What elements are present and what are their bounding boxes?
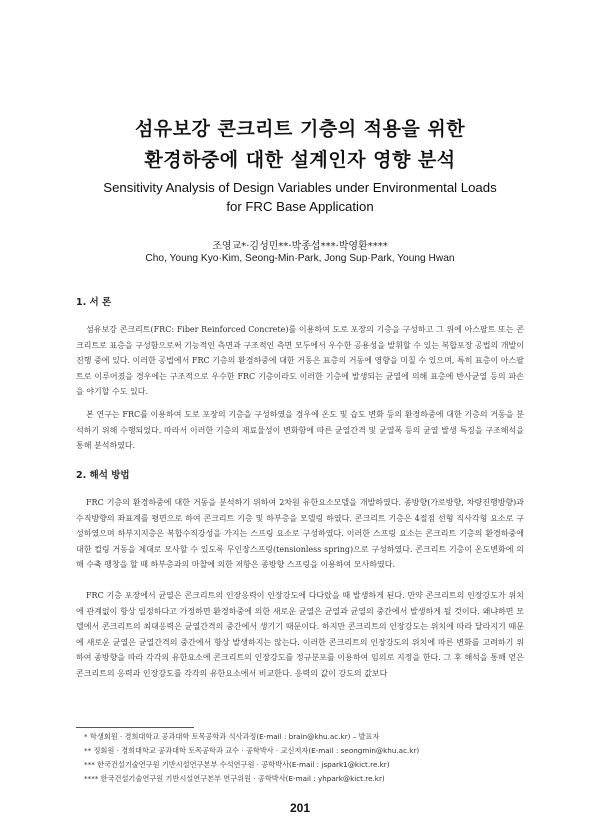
footnote-1: * 학생회원 · 경희대학교 공과대학 토목공학과 석사과정(E-mail : brain@khu.ac.kr) – 발표자: [84, 732, 380, 741]
section-heading-method: 2. 해석 방법: [76, 470, 130, 481]
footnote-4: **** 한국건설기술연구원 기반시설연구본부 연구위원 · 공학박사(E-mail : yhpark@kict.re.kr): [84, 774, 385, 783]
section-heading-introduction: 1. 서 론: [76, 297, 112, 308]
authors-korean: 조영교*·김성민**·박종섭***·박영환****: [212, 241, 388, 252]
method-paragraph-1: FRC 기층의 환경하중에 대한 거동을 분석하기 위하여 2차원 유한요소모델을 개발하였다. 종방향(가로방향, 차량진행방향)과 수직방향의 좌표계를 평면으로 하여 콘크리트 기층 및 하부층을 모델링 하였다. 콘크리트 기층은 4절점 선형 직사각형 요소로 구성하였으며 하부지지층은 복합수직강성을 가지는 스프링 요소로 구성하였다. 이러한 스프링 요소는 콘크리트 기층의 환경하중에 대한 컬링 거동을 제대로 모사할 수 있도록 무인장스프링(tensionless spring)으로 구성하였다. 콘크리트 기층이 온도변화에 의해 수축 팽창을 할 때 하부층과의 마찰에 의한 저항은 종방향 스프링을 이용하여 모사하였다.: [76, 498, 524, 570]
paper-title-korean-line1: 섬유보강 콘크리트 기층의 적용을 위한: [134, 118, 466, 140]
footnote-3: *** 한국건설기술연구원 기반시설연구본부 수석연구원 · 공학박사(E-mail : jspark1@kict.re.kr): [84, 760, 390, 769]
method-paragraph-2: FRC 기층 포장에서 균열은 콘크리트의 인장응력이 인장강도에 다다랐을 때 발생하게 된다. 만약 콘크리트의 인장강도가 위치에 관계없이 항상 일정하다고 가정하면 환경하중에 의한 새로운 균열은 균열과 균열의 중간에서 발생하게 될 것이다. 왜냐하면 모델에서 콘크리트의 최대응력은 균열간격의 중간에서 생기기 때문이다. 하지만 콘크리트의 인장강도는 위치에 따라 달라지기 때문에 새로운 균열은 균열간격의 중간에서 항상 발생하지는 않는다. 이러한 콘크리트의 인장강도의 위치에 따른 변화를 고려하기 위하여 종방향을 따라 각각의 유한요소에 콘크리트의 인장강도를 정규분포를 이용하여 임의로 지정을 한다. 그 후 해석을 통해 얻은 콘크리트의 응력과 인장강도를 각각의 유한요소에서 비교한다. 응력의 값이 강도의 값보다: [76, 591, 524, 678]
introduction-paragraph-1: 섬유보강 콘크리트(FRC: Fiber Reinforced Concrete)를 이용하여 도로 포장의 기층을 구성하고 그 위에 아스팔트 또는 콘크리트로 표층을 구성함으로써 기능적인 측면과 구조적인 측면 모두에서 우수한 공용성을 발휘할 수 있는 복합포장 공법의 개발이 진행 중에 있다. 이러한 공법에서 FRC 기층의 환경하중에 대한 거동은 표층의 거동에 영향을 미칠 수 있으며, 특히 표층이 아스팔트로 이루어졌을 경우에는 구조적으로 우수한 FRC 기층이라도 이러한 기층에 발생되는 균열에 의해 표층에 반사균열 등의 파손을 야기할 수도 있다.: [76, 325, 524, 397]
paper-title-korean-line2: 환경하중에 대한 설계인자 영향 분석: [144, 149, 456, 171]
footnote-2: ** 정회원 · 경희대학교 공과대학 토목공학과 교수 · 공학박사 · 교신저자(E-mail : seongmin@khu.ac.kr): [84, 746, 420, 755]
paper-title-english-line1: Sensitivity Analysis of Design Variables under Environmental Loads: [103, 180, 497, 195]
introduction-paragraph-2: 본 연구는 FRC를 이용하여 도로 포장의 기층을 구성하였을 경우에 온도 및 습도 변화 등의 환경하중에 대한 기층의 거동을 분석하기 위해 수행되었다. 따라서 이러한 기층의 재료물성이 변화함에 따른 균열간격 및 균열폭 등의 균열 발생 특징을 구조해석을 통해 분석하였다.: [76, 410, 524, 451]
page-number: 201: [289, 801, 311, 815]
authors-english: Cho, Young Kyo·Kim, Seong-Min·Park, Jong Sup·Park, Young Hwan: [145, 253, 455, 264]
footnote-divider: [76, 727, 194, 728]
paper-title-english-line2: for FRC Base Application: [226, 199, 374, 214]
